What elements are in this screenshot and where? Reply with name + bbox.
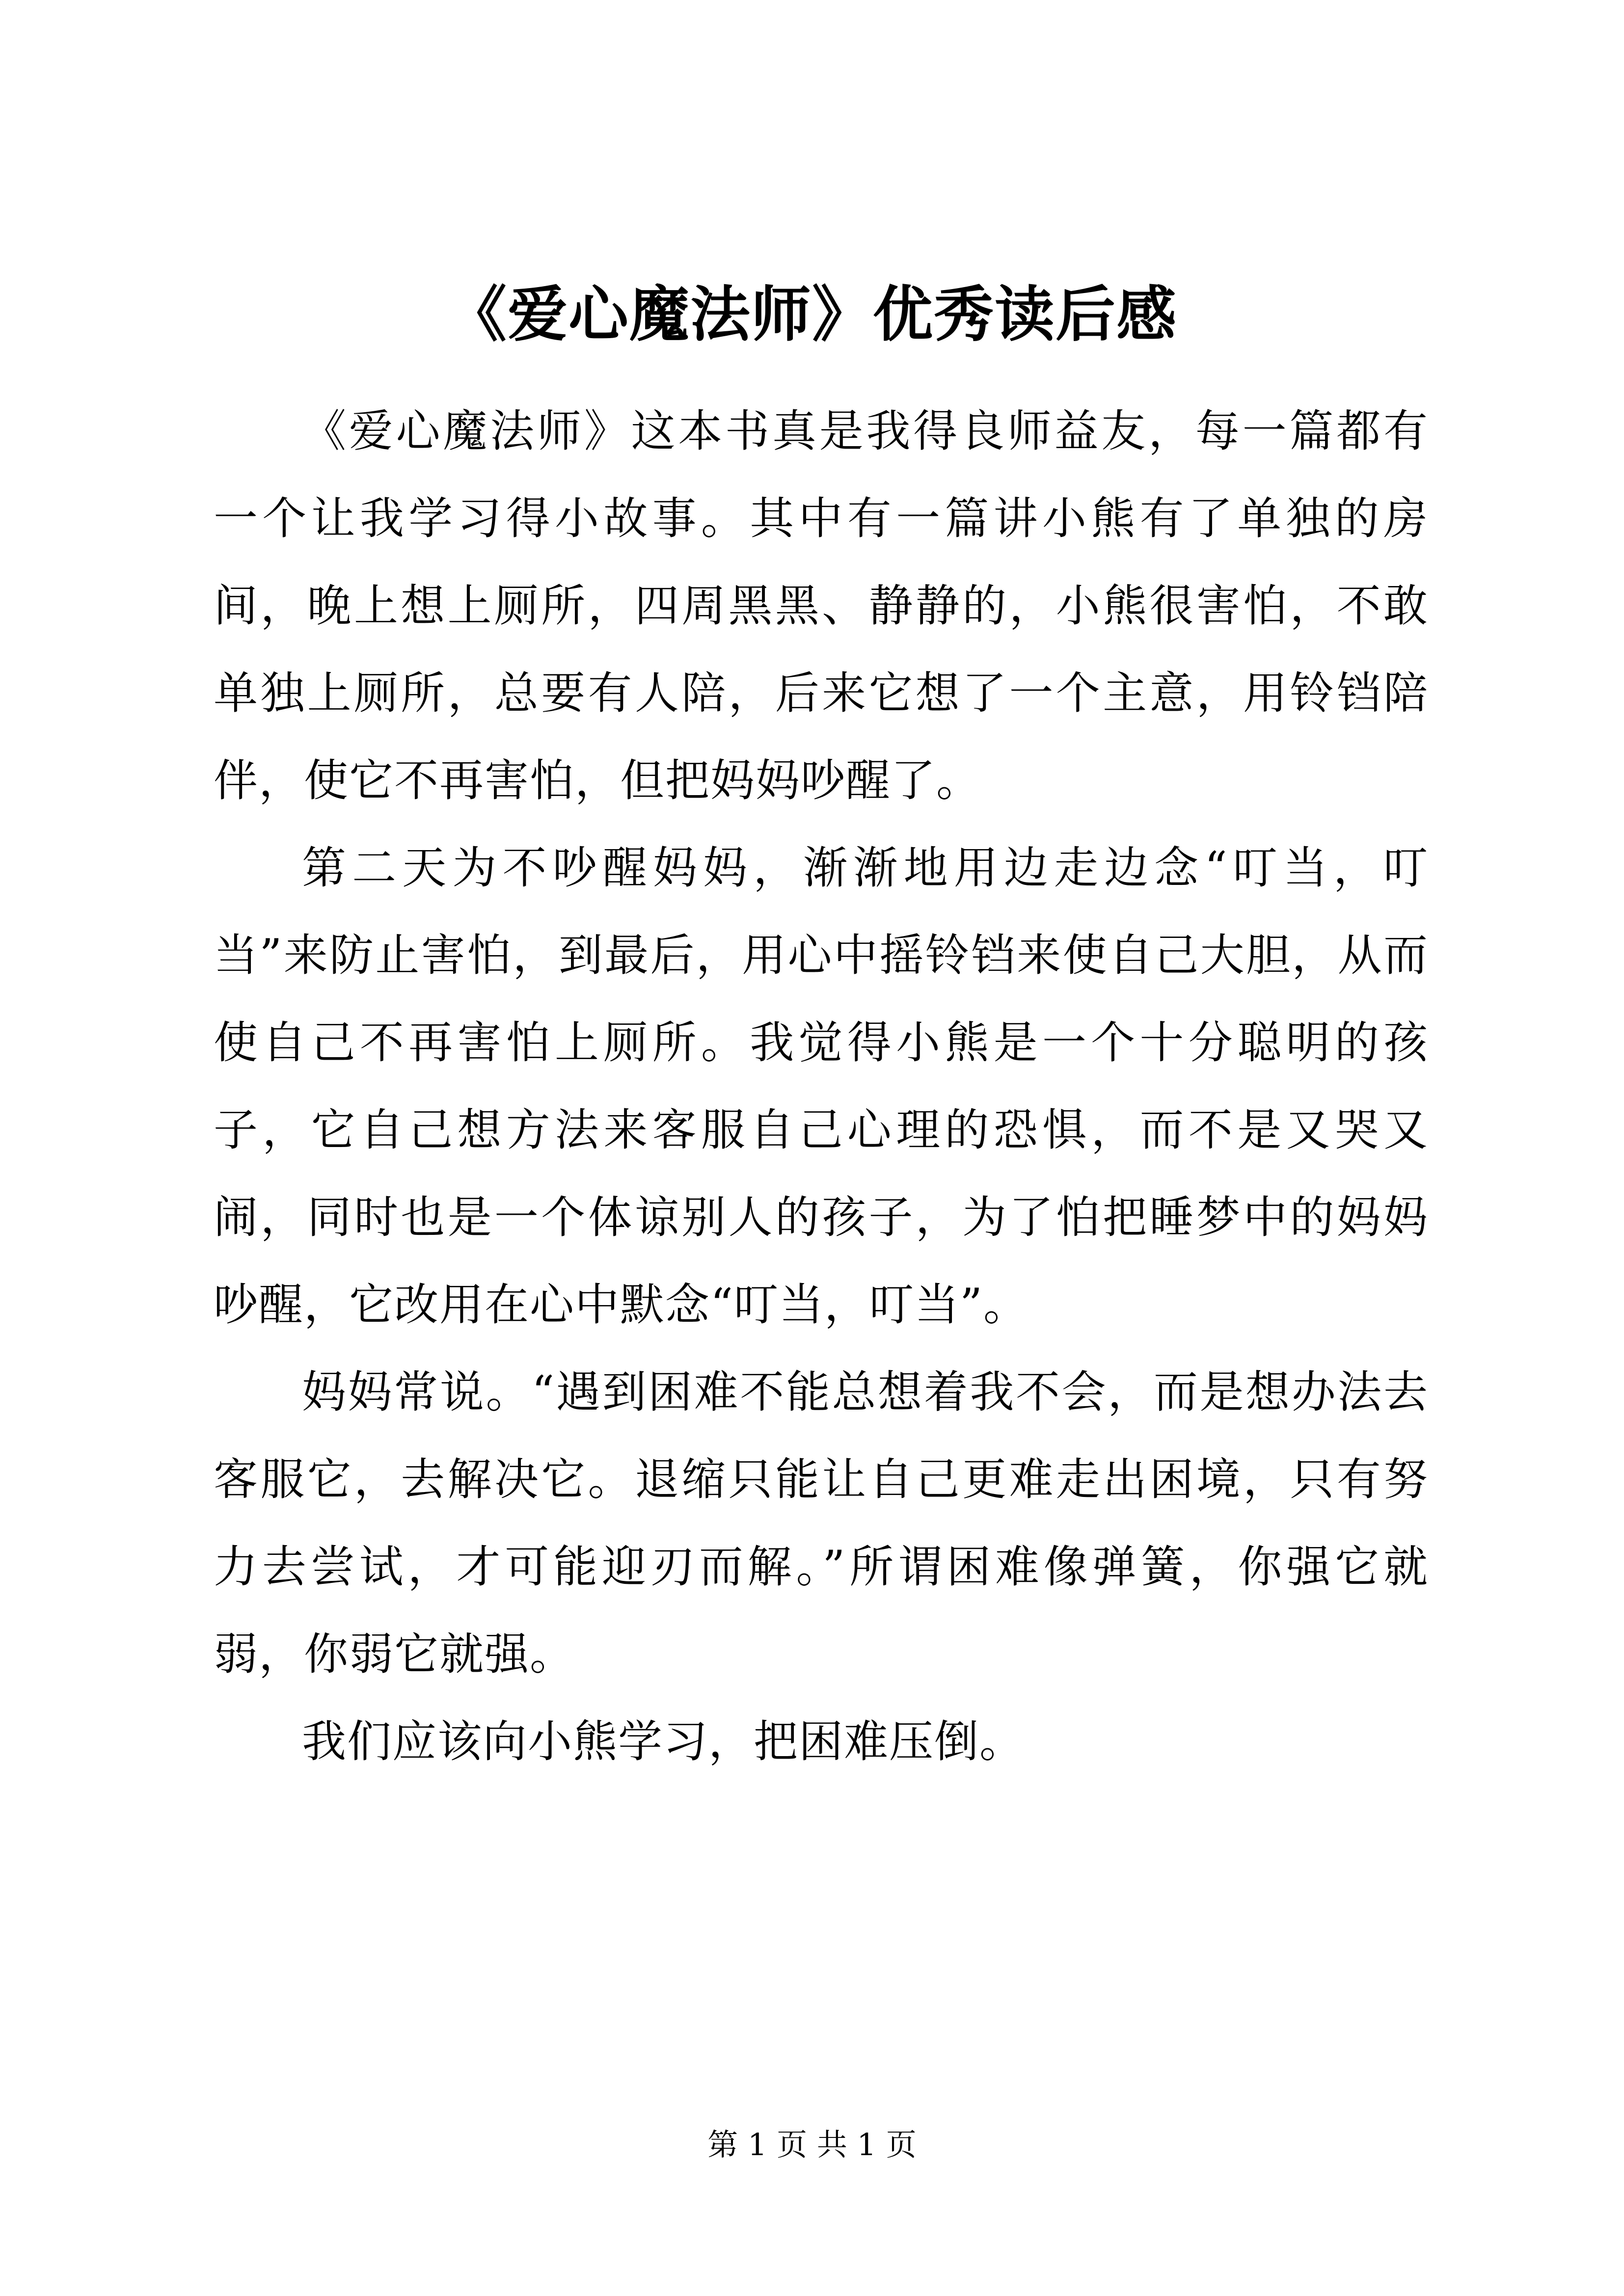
document-title: 《爱心魔法师》优秀读后感 <box>447 279 1177 349</box>
paragraph-2: 第二天为不吵醒妈妈，渐渐地用边走边念“叮当，叮当”来防止害怕，到最后，用心中摇铃铛来使自己大胆，从而使自己不再害怕上厕所。我觉得小熊是一个十分聪明的孩子，它自己想方法来客服自己心理的恐惧，而不是又哭又闹，同时也是一个体谅别人的孩子，为了怕把睡梦中的妈妈吵醒，它改用在心中默念“叮当，叮当”。 <box>214 842 1429 1331</box>
page-footer: 第 1 页 共 1 页 <box>707 2127 917 2163</box>
document-body <box>214 388 1429 1786</box>
paragraph-3: 妈妈常说。“遇到困难不能总想着我不会，而是想办法去客服它，去解决它。退缩只能让自己更难走出困境，只有努力去尝试，才可能迎刃而解。”所谓困难像弹簧，你强它就弱，你弱它就强。 <box>214 1366 1429 1680</box>
paragraph-4: 我们应该向小熊学习，把困难压倒。 <box>302 1716 1025 1767</box>
paragraph-1: 《爱心魔法师》这本书真是我得良师益友，每一篇都有一个让我学习得小故事。其中有一篇讲小熊有了单独的房间，晚上想上厕所，四周黑黑、静静的，小熊很害怕，不敢单独上厕所，总要有人陪，后来它想了一个主意，用铃铛陪伴，使它不再害怕，但把妈妈吵醒了。 <box>214 405 1429 806</box>
